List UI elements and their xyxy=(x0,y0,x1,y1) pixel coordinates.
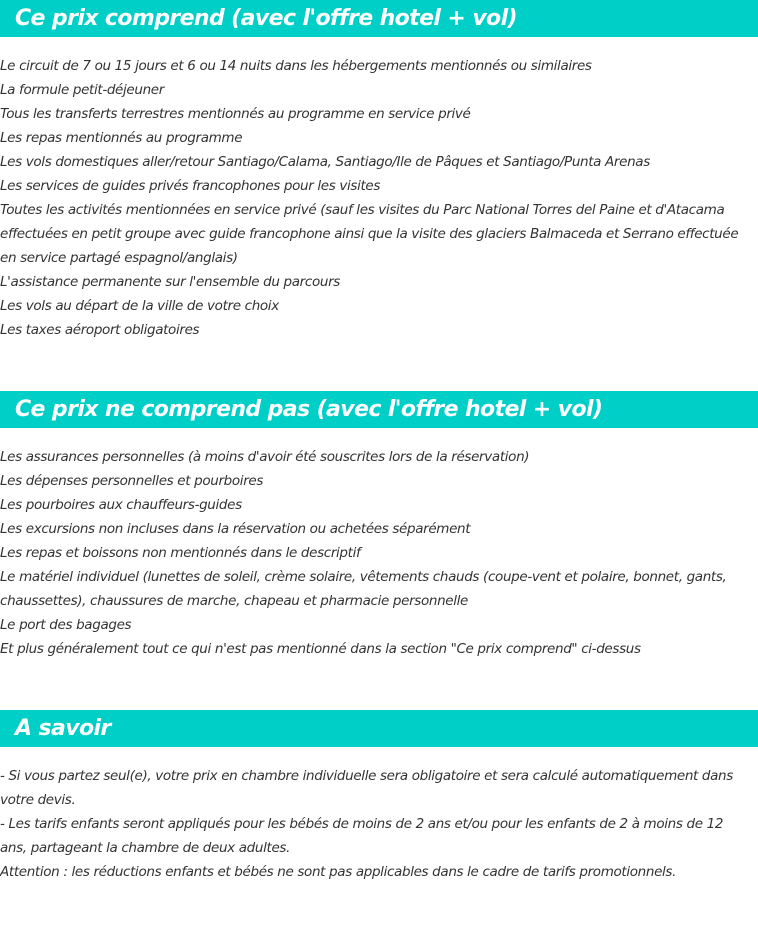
list-item: Les repas et boissons non mentionnés dans le descriptif xyxy=(0,545,361,561)
list-item: Les dépenses personnelles et pourboires xyxy=(0,473,264,489)
section-not-included xyxy=(0,391,758,661)
list-item: Les vols au départ de la ville de votre choix xyxy=(0,298,279,314)
list-item: Le matériel individuel (lunettes de soleil, crème solaire, vêtements chauds (coupe-vent et polaire, bonnet, gants, chaussettes), chaussures de marche, chapeau et pharmacie personnelle xyxy=(0,569,727,609)
good-to-know-list xyxy=(0,764,750,884)
list-item: Les excursions non incluses dans la réservation ou achetées séparément xyxy=(0,521,471,537)
list-item: La formule petit-déjeuner xyxy=(0,82,164,98)
section-header-included xyxy=(0,0,758,37)
section-title: Ce prix ne comprend pas (avec l'offre hotel + vol) xyxy=(15,397,603,422)
list-item: Tous les transferts terrestres mentionnés au programme en service privé xyxy=(0,106,471,122)
section-good-to-know xyxy=(0,710,758,884)
list-item: L'assistance permanente sur l'ensemble du parcours xyxy=(0,274,340,290)
included-list xyxy=(0,54,750,342)
list-item: Les vols domestiques aller/retour Santiago/Calama, Santiago/Ile de Pâques et Santiago/Punta Arenas xyxy=(0,154,650,170)
section-title: Ce prix comprend (avec l'offre hotel + vol) xyxy=(15,6,517,31)
list-item: - Les tarifs enfants seront appliqués pour les bébés de moins de 2 ans et/ou pour les enfants de 2 à moins de 12 ans, partageant la chambre de deux adultes. xyxy=(0,816,724,856)
section-title: A savoir xyxy=(15,716,111,741)
list-item: Le port des bagages xyxy=(0,617,132,633)
list-item: Les repas mentionnés au programme xyxy=(0,130,243,146)
list-item: Attention : les réductions enfants et bébés ne sont pas applicables dans le cadre de tarifs promotionnels. xyxy=(0,864,677,880)
list-item: - Si vous partez seul(e), votre prix en chambre individuelle sera obligatoire et sera calculé automatiquement dans votre devis. xyxy=(0,768,733,808)
list-item: Toutes les activités mentionnées en service privé (sauf les visites du Parc National Torres del Paine et d'Atacama effectuées en petit groupe avec guide francophone ainsi que la visite des glaciers Balmaceda et Serrano effectuée en service partagé espagnol/anglais) xyxy=(0,202,739,266)
list-item: Le circuit de 7 ou 15 jours et 6 ou 14 nuits dans les hébergements mentionnés ou similaires xyxy=(0,58,592,74)
section-header-not-included xyxy=(0,391,758,428)
list-item: Les taxes aéroport obligatoires xyxy=(0,322,200,338)
section-included xyxy=(0,0,758,342)
list-item: Et plus généralement tout ce qui n'est pas mentionné dans la section "Ce prix comprend" ci-dessus xyxy=(0,641,641,657)
section-header-good-to-know xyxy=(0,710,758,747)
list-item: Les pourboires aux chauffeurs-guides xyxy=(0,497,242,513)
list-item: Les assurances personnelles (à moins d'avoir été souscrites lors de la réservation) xyxy=(0,449,530,465)
list-item: Les services de guides privés francophones pour les visites xyxy=(0,178,381,194)
not-included-list xyxy=(0,445,750,661)
